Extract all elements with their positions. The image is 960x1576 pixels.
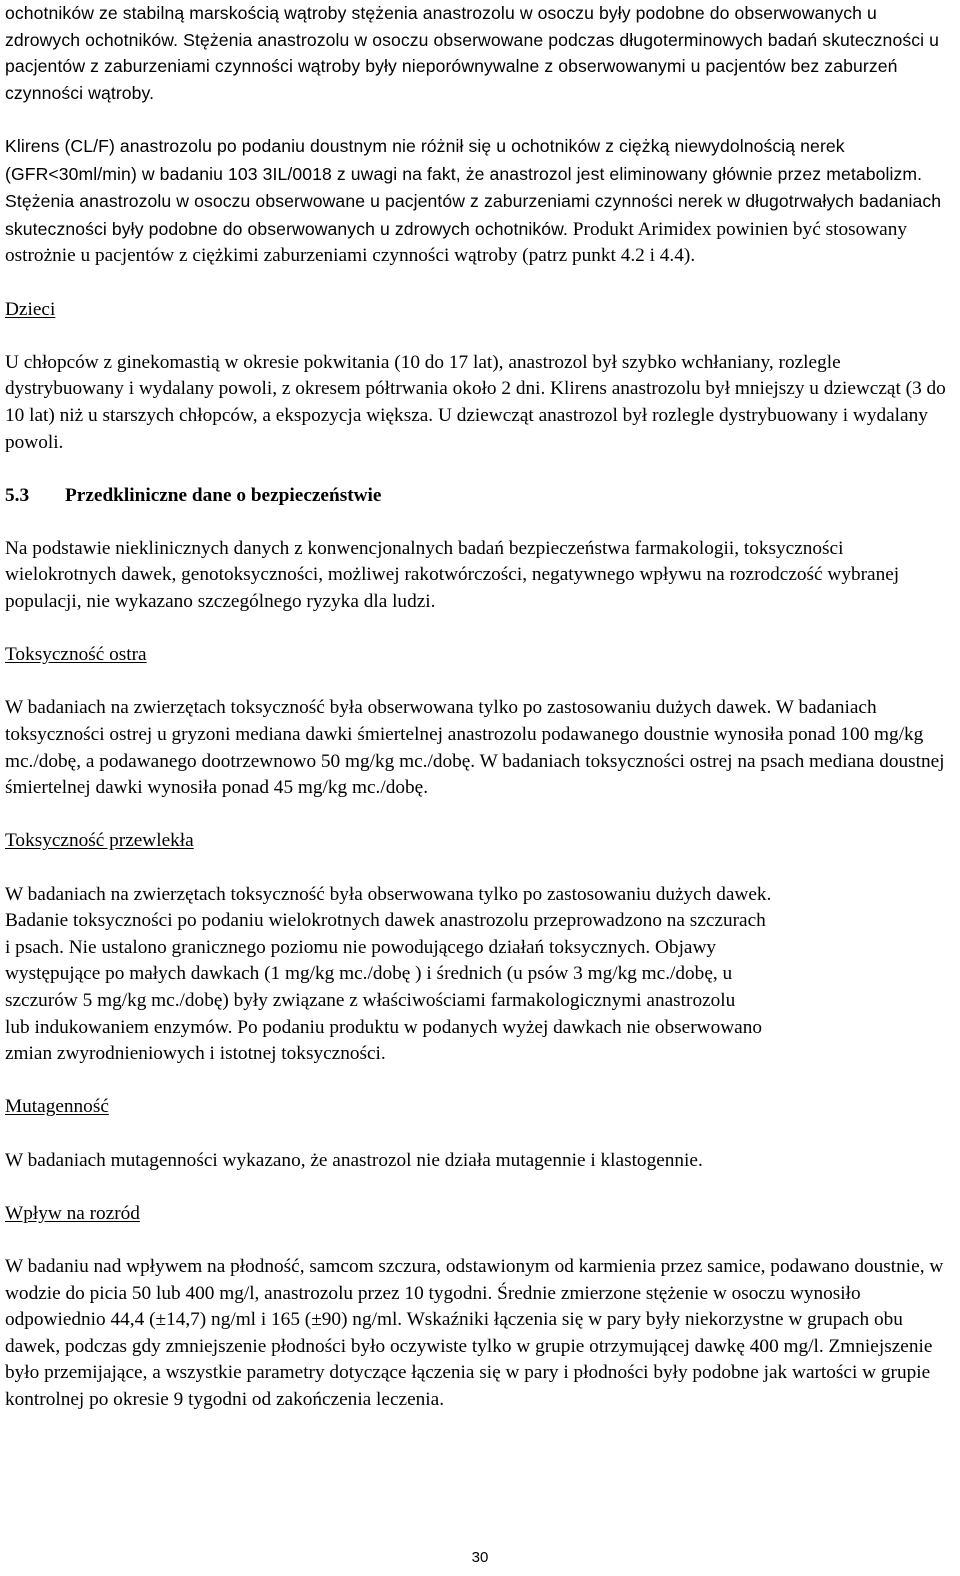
subheading-acute-toxicity: Toksyczność ostra [5,644,147,666]
section-heading-5-3 [5,483,955,510]
document-page [5,0,955,1413]
paragraph-liver-impairment: ochotników ze stabilną marskością wątroby stężenia anastrozolu w osoczu były podobne do obserwowanych u zdrowych ochotników. Stężenia anastrozolu w osoczu obserwowane podczas długoterminowych badań skuteczności u pacjentów z zaburzeniami czynności wątroby były nieporównywalne z obserwowanymi u pacjentów bez zaburzeń czynności wątroby. [5,3,940,103]
paragraph-chronic-toxicity [5,882,955,1068]
paragraph-reproduction: W badaniu nad wpływem na płodność, samcom szczura, odstawionym od karmienia przez samice, podawano doustnie, w wodzie do picia 50 lub 400 mg/l, anastrozolu przez 10 tygodni. Średnie zmierzone stężenie w osoczu wynosiło odpowiednio 44,4 (±14,7) ng/ml i 165 (±90) ng/ml. Wskaźniki łączenia się w pary były niekorzystne w grupach obu dawek, podczas gdy zmniejszenie płodności było oczywiste tylko w grupie otrzymującej dawkę 400 mg/l. Zmniejszenie było przemijające, a wszystkie parametry dotyczące łączenia się w pary i płodności były podobne jak wartości w grupie kontrolnej po okresie 9 tygodni od zakończenia leczenia. [5,1255,944,1410]
chronic-line: lub indukowaniem enzymów. Po podaniu produktu w podanych wyżej dawkach nie obserwowano [5,1016,762,1038]
paragraph-kidney-sans-text: Klirens (CL/F) anastrozolu po podaniu doustnym nie różnił się u ochotników z ciężką niewydolnością nerek (GFR<30ml/min) w badaniu 103 3IL/0018 z uwagi na fakt, że anastrozol jest eliminowany głównie przez metabolizm. Stężenia anastrozolu w osoczu obserwowane u pacjentów z zaburzeniami czynności nerek w długotrwałych badaniach skuteczności były podobne do obserwowanych u zdrowych ochotników. [5,135,942,239]
paragraph-mutagenicity: W badaniach mutagenności wykazano, że anastrozol nie działa mutagennie i klastogennie. [5,1149,703,1171]
paragraph-kidney-serif-text: Produkt Arimidex powinien być stosowany ostrożnie u pacjentów z ciężkimi zaburzeniami czynności wątroby (patrz punkt 4.2 i 4.4). [5,218,907,267]
section-title: Przedkliniczne dane o bezpieczeństwie [65,484,382,506]
chronic-line: zmian zwyrodnieniowych i istotnej toksyczności. [5,1043,386,1065]
section-number: 5.3 [5,484,30,506]
paragraph-acute-toxicity: W badaniach na zwierzętach toksyczność była obserwowana tylko po zastosowaniu dużych dawek. W badaniach toksyczności ostrej u gryzoni mediana dawki śmiertelnej anastrozolu podawanego doustnie wynosiła ponad 100 mg/kg mc./dobę, a podawanego dootrzewnowo 50 mg/kg mc./dobę. W badaniach toksyczności ostrej na psach mediana doustnej śmiertelnej dawki wynosiła ponad 45 mg/kg mc./dobę. [5,697,945,799]
chronic-line: szczurów 5 mg/kg mc./dobę) były związane z właściwościami farmakologicznymi anastrozolu [5,989,736,1011]
chronic-line: W badaniach na zwierzętach toksyczność była obserwowana tylko po zastosowaniu dużych dawek. [5,883,772,905]
subheading-reproduction: Wpływ na rozród [5,1202,140,1224]
paragraph-children: U chłopców z ginekomastią w okresie pokwitania (10 do 17 lat), anastrozol był szybko wchłaniany, rozlegle dystrybuowany i wydalany powoli, z okresem półtrwania około 2 dni. Klirens anastrozolu był mniejszy u dziewcząt (3 do 10 lat) niż u starszych chłopców, a ekspozycja większa. U dziewcząt anastrozol był rozlegle dystrybuowany i wydalany powoli. [5,351,946,453]
subheading-chronic-toxicity: Toksyczność przewlekła [5,830,194,852]
chronic-line: i psach. Nie ustalono granicznego poziomu nie powodującego działań toksycznych. Objawy [5,936,717,958]
paragraph-kidney-impairment [5,133,955,270]
subheading-mutagenicity: Mutagenność [5,1096,109,1118]
chronic-line: Badanie toksyczności po podaniu wielokrotnych dawek anastrozolu przeprowadzono na szczurach [5,910,766,932]
paragraph-preclinical-intro: Na podstawie nieklinicznych danych z konwencjonalnych badań bezpieczeństwa farmakologii, toksyczności wielokrotnych dawek, genotoksyczności, możliwej rakotwórczości, negatywnego wpływu na rozrodczość wybranej populacji, nie wykazano szczególnego ryzyka dla ludzi. [5,537,900,613]
page-number: 30 [471,1549,489,1566]
subheading-children: Dzieci [5,298,56,320]
chronic-line: występujące po małych dawkach (1 mg/kg mc./dobę ) i średnich (u psów 3 mg/kg mc./dobę, u [5,963,733,985]
